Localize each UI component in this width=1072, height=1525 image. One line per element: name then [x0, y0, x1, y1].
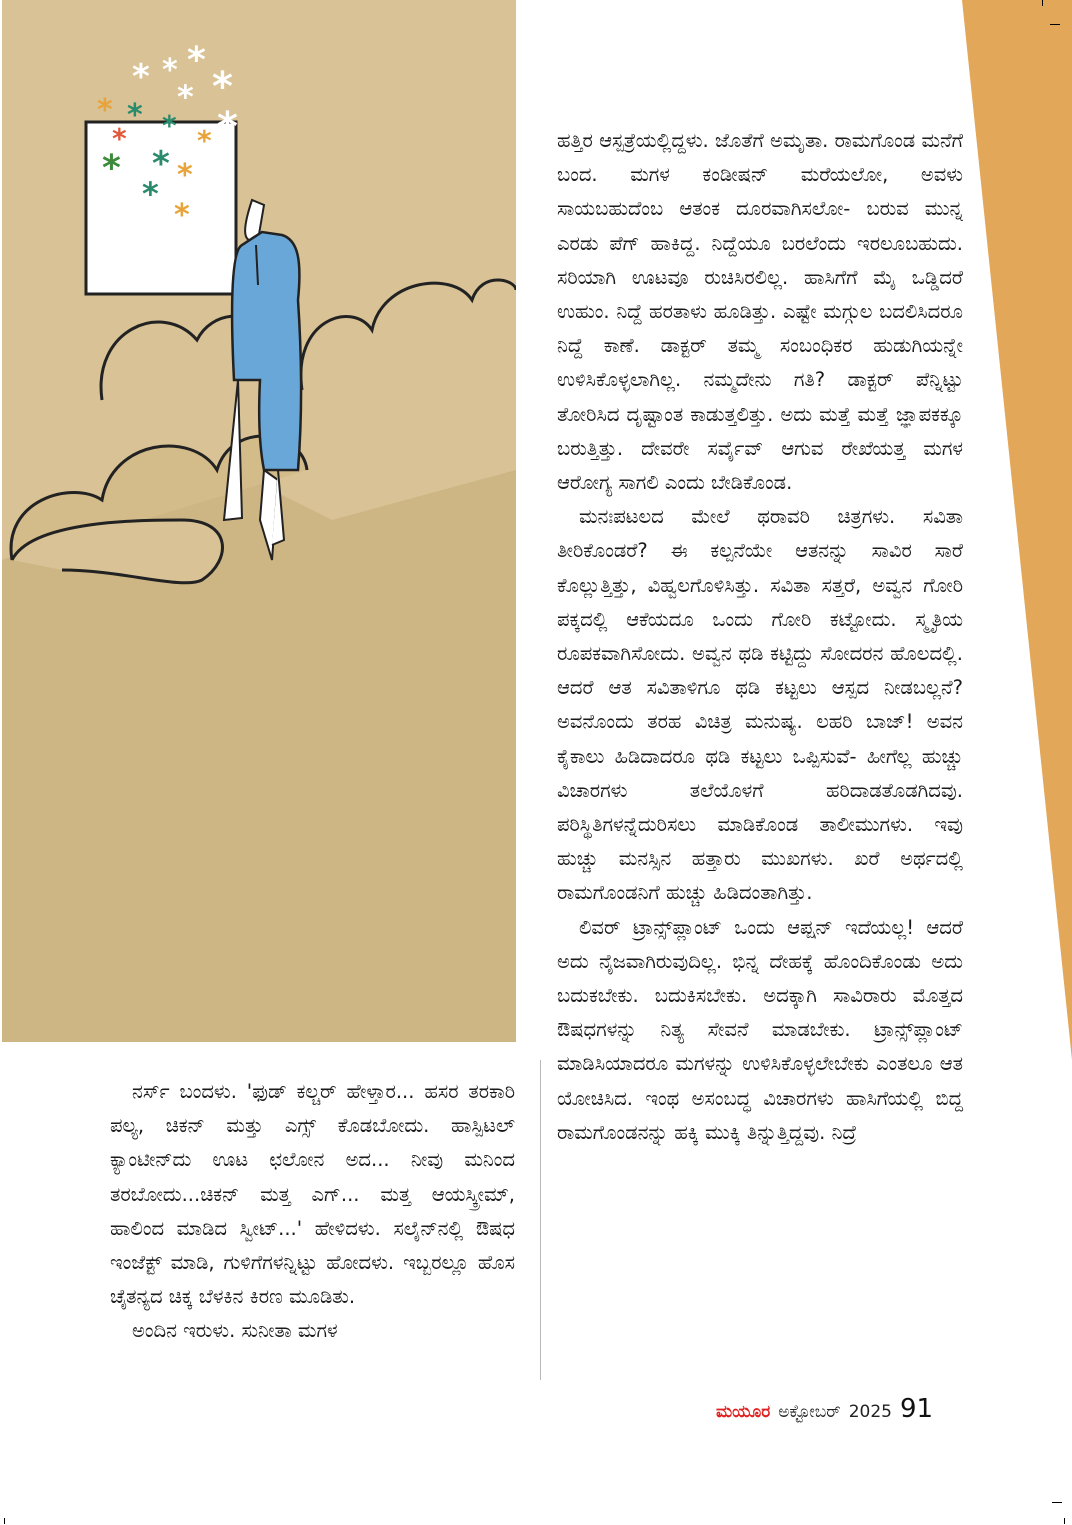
svg-text:*: *: [187, 40, 206, 81]
crop-mark: [1052, 1502, 1062, 1503]
svg-text:*: *: [97, 93, 113, 128]
svg-text:*: *: [212, 64, 233, 110]
svg-text:*: *: [127, 98, 143, 133]
crop-mark: [1042, 0, 1043, 6]
svg-text:*: *: [174, 198, 190, 233]
crop-mark: [4, 1518, 5, 1524]
right-text-column: [557, 124, 963, 1150]
issue-month: ಅಕ್ಟೋಬರ್: [778, 1402, 841, 1422]
paragraph: ಅಂದಿನ ಇರುಳು. ಸುನೀತಾ ಮಗಳ: [132, 1319, 338, 1343]
paragraph: ಮನಃಪಟಲದ ಮೇಲೆ ಥರಾವರಿ ಚಿತ್ರಗಳು. ಸವಿತಾ ತೀರಿಕೊಂಡರೆ? ಈ ಕಲ್ಪನೆಯೇ ಆತನನ್ನು ಸಾವಿರ ಸಾರೆ ಕೊಲ್ಲುತ್ತಿತ್ತು, ವಿಹ್ವಲಗೊಳಿಸಿತ್ತು. ಸವಿತಾ ಸತ್ತರೆ, ಅವ್ವನ ಗೋರಿ ಪಕ್ಕದಲ್ಲಿ ಆಕೆಯದೂ ಒಂದು ಗೋರಿ ಕಟ್ಟೋದು. ಸ್ಮೃತಿಯ ರೂಪಕವಾಗಿಸೋದು. ಅವ್ವನ ಥಡಿ ಕಟ್ಟಿದ್ದು ಸೋದರನ ಹೊಲದಲ್ಲಿ. ಆದರೆ ಆತ ಸವಿತಾಳಿಗೂ ಥಡಿ ಕಟ್ಟಲು ಆಸ್ಪದ ನೀಡಬಲ್ಲನೆ? ಅವನೊಂದು ತರಹ ವಿಚಿತ್ರ ಮನುಷ್ಯ. ಲಹರಿ ಬಾಜ್! ಅವನ ಕೈಕಾಲು ಹಿಡಿದಾದರೂ ಥಡಿ ಕಟ್ಟಲು ಒಪ್ಪಿಸುವೆ- ಹೀಗೆಲ್ಲ ಹುಚ್ಚು ವಿಚಾರಗಳು ತಲೆಯೊಳಗೆ ಹರಿದಾಡತೊಡಗಿದವು. ಪರಿಸ್ಥಿತಿಗಳನ್ನೆದುರಿಸಲು ಮಾಡಿಕೊಂಡ ತಾಲೀಮುಗಳು. ಇವು ಹುಚ್ಚು ಮನಸ್ಸಿನ ಹತ್ತಾರು ಮುಖಗಳು. ಖರೆ ಅರ್ಥದಲ್ಲಿ ರಾಮಗೊಂಡನಿಗೆ ಹುಚ್ಚು ಹಿಡಿದಂತಾಗಿತ್ತು.: [557, 505, 963, 905]
crop-mark: [1050, 24, 1060, 25]
story-illustration: [2, 0, 516, 1042]
magazine-logo: ಮಯೂರ: [716, 1402, 771, 1422]
decorative-orange-stripe: [962, 0, 1072, 1060]
left-text-column: [110, 1075, 515, 1349]
svg-text:*: *: [152, 144, 170, 184]
svg-text:*: *: [102, 148, 121, 189]
svg-text:*: *: [162, 53, 178, 88]
svg-text:*: *: [162, 109, 177, 142]
svg-text:*: *: [197, 124, 212, 157]
paragraph: ಲಿವರ್ ಟ್ರಾನ್ಸ್‌ಪ್ಲಾಂಟ್ ಒಂದು ಆಪ್ಷನ್ ಇದೆಯಲ್ಲ! ಆದರೆ ಅದು ನೈಜವಾಗಿರುವುದಿಲ್ಲ. ಭಿನ್ನ ದೇಹಕ್ಕೆ ಹೊಂದಿಕೊಂಡು ಅದು ಬದುಕಬೇಕು. ಬದುಕಿಸಬೇಕು. ಅದಕ್ಕಾಗಿ ಸಾವಿರಾರು ಮೊತ್ತದ ಔಷಧಗಳನ್ನು ನಿತ್ಯ ಸೇವನೆ ಮಾಡಬೇಕು. ಟ್ರಾನ್ಸ್‌ಪ್ಲಾಂಟ್ ಮಾಡಿಸಿಯಾದರೂ ಮಗಳನ್ನು ಉಳಿಸಿಕೊಳ್ಳಲೇಬೇಕು ಎಂತಲೂ ಆತ ಯೋಚಿಸಿದ. ಇಂಥ ಅಸಂಬದ್ಧ ವಿಚಾರಗಳು ಹಾಸಿಗೆಯಲ್ಲಿ ಬಿದ್ದ ರಾಮಗೊಂಡನನ್ನು ಹಕ್ಕಿ ಮುಕ್ಕಿ ತಿನ್ನುತ್ತಿದ್ದವು. ನಿದ್ರೆ: [557, 915, 963, 1144]
man-with-flower-board-illustration-icon: [2, 0, 516, 1042]
page-footer: [716, 1394, 933, 1424]
page-number: 91: [900, 1394, 934, 1424]
crop-mark: [1064, 1518, 1065, 1524]
paragraph: ನರ್ಸ್ ಬಂದಳು. 'ಫುಡ್ ಕಲ್ಚರ್ ಹೇಳ್ತಾರ... ಹಸರ ತರಕಾರಿ ಪಲ್ಯ, ಚಿಕನ್ ಮತ್ತು ಎಗ್ಸ್ ಕೊಡಬೋದು. ಹಾಸ್ಪಿಟಲ್ ಕ್ಯಾಂಟೀನ್‌ದು ಊಟ ಛಲೋನ ಅದ... ನೀವು ಮನಿಂದ ತರಬೋದು...ಚಿಕನ್ ಮತ್ತ ಎಗ್... ಮತ್ತ ಆಯಸ್ಕ್ರೀಮ್, ಹಾಲಿಂದ ಮಾಡಿದ ಸ್ವೀಟ್...' ಹೇಳಿದಳು. ಸಲೈನ್‌ನಲ್ಲಿ ಔಷಧ ಇಂಜೆಕ್ಟ್ ಮಾಡಿ, ಗುಳಿಗೆಗಳನ್ನಿಟ್ಟು ಹೋದಳು. ಇಬ್ಬರಲ್ಲೂ ಹೊಸ ಚೈತನ್ಯದ ಚಿಕ್ಕ ಬೆಳಕಿನ ಕಿರಣ ಮೂಡಿತು.: [110, 1080, 515, 1309]
svg-text:*: *: [142, 175, 159, 213]
issue-year: 2025: [848, 1402, 892, 1422]
svg-text:*: *: [132, 57, 150, 97]
paragraph: ಹತ್ತಿರ ಆಸ್ಪತ್ರೆಯಲ್ಲಿದ್ದಳು. ಜೊತೆಗೆ ಅಮೃತಾ. ರಾಮಗೊಂಡ ಮನೆಗೆ ಬಂದ. ಮಗಳ ಕಂಡೀಷನ್ ಮರೆಯಲೋ, ಅವಳು ಸಾಯಬಹುದೆಂಬ ಆತಂಕ ದೂರವಾಗಿಸಲೋ- ಬರುವ ಮುನ್ನ ಎರಡು ಪೆಗ್ ಹಾಕಿದ್ದ. ನಿದ್ದೆಯೂ ಬರಲೆಂದು ಇರಲೂಬಹುದು. ಸರಿಯಾಗಿ ಊಟವೂ ರುಚಿಸಿರಲಿಲ್ಲ. ಹಾಸಿಗೆಗೆ ಮೈ ಒಡ್ಡಿದರೆ ಉಹುಂ. ನಿದ್ದೆ ಹರತಾಳು ಹೂಡಿತ್ತು. ಎಷ್ಟೇ ಮಗ್ಗುಲ ಬದಲಿಸಿದರೂ ನಿದ್ದೆ ಕಾಣೆ. ಡಾಕ್ಟರ್ ತಮ್ಮ ಸಂಬಂಧಿಕರ ಹುಡುಗಿಯನ್ನೇ ಉಳಿಸಿಕೊಳ್ಳಲಾಗಿಲ್ಲ. ನಮ್ಮದೇನು ಗತಿ? ಡಾಕ್ಟರ್ ಪೆನ್ನಿಟ್ಟು ತೋರಿಸಿದ ದೃಷ್ಟಾಂತ ಕಾಡುತ್ತಲಿತ್ತು. ಅದು ಮತ್ತೆ ಮತ್ತೆ ಜ್ಞಾಪಕಕ್ಕೂ ಬರುತ್ತಿತ್ತು. ದೇವರೇ ಸರ್ವೈವ್ ಆಗುವ ರೇಖೆಯತ್ತ ಮಗಳ ಆರೋಗ್ಯ ಸಾಗಲಿ ಎಂದು ಬೇಡಿಕೊಂಡ.: [557, 129, 963, 495]
svg-text:*: *: [177, 158, 193, 193]
svg-text:*: *: [217, 104, 238, 150]
svg-text:*: *: [112, 122, 127, 155]
column-divider: [540, 1060, 541, 1380]
svg-text:*: *: [177, 78, 194, 116]
